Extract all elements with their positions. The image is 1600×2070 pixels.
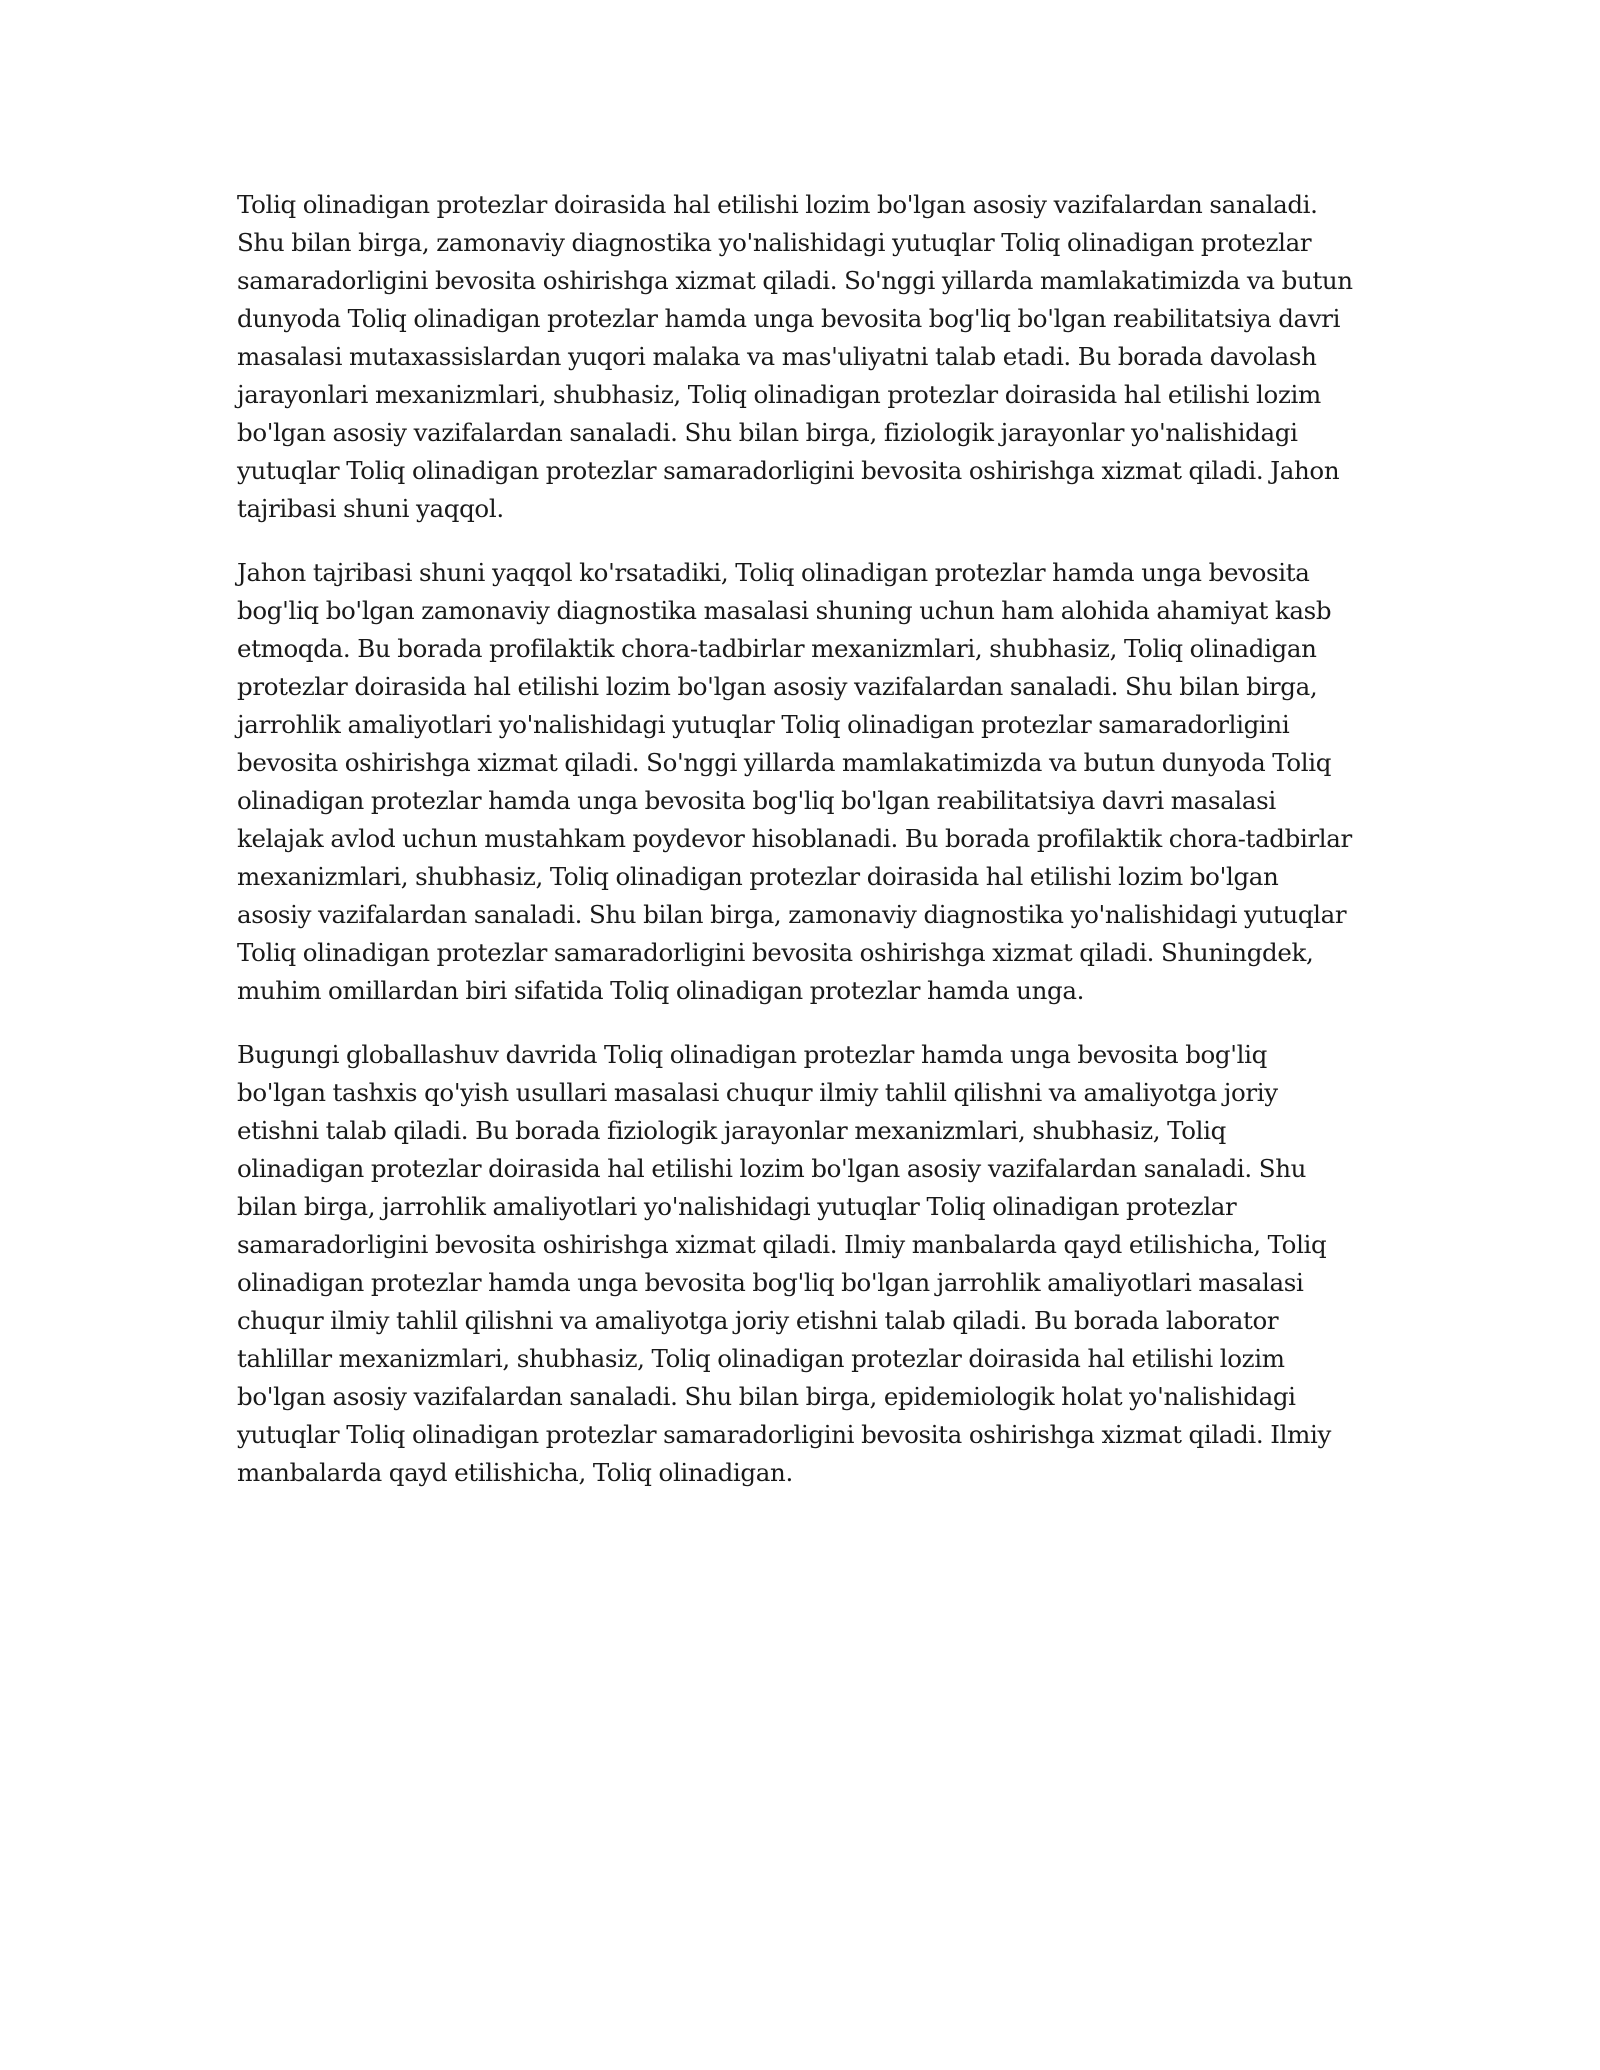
paragraph-1: Toliq olinadigan protezlar doirasida hal etilishi lozim bo'lgan asosiy vazifalardan sanaladi. Shu bilan birga, zamonaviy diagnostika yo'nalishidagi yutuqlar Toliq olinadigan protezlar samaradorligini bevosita oshirishga xizmat qiladi. So'nggi yillarda mamlakatimizda va butun dunyoda Toliq olinadigan protezlar hamda unga bevosita bog'liq bo'lgan reabilitatsiya davri masalasi mutaxassislardan yuqori malaka va mas'uliyatni talab etadi. Bu borada davolash jarayonlari mexanizmlari, shubhasiz, Toliq olinadigan protezlar doirasida hal etilishi lozim bo'lgan asosiy vazifalardan sanaladi. Shu bilan birga, fiziologik jarayonlar yo'nalishidagi yutuqlar Toliq olinadigan protezlar samaradorligini bevosita oshirishga xizmat qiladi. Jahon tajribasi shuni yaqqol. (237, 190, 1353, 523)
paragraph-2: Jahon tajribasi shuni yaqqol ko'rsatadiki, Toliq olinadigan protezlar hamda unga bevosita bog'liq bo'lgan zamonaviy diagnostika masalasi shuning uchun ham alohida ahamiyat kasb etmoqda. Bu borada profilaktik chora-tadbirlar mexanizmlari, shubhasiz, Toliq olinadigan protezlar doirasida hal etilishi lozim bo'lgan asosiy vazifalardan sanaladi. Shu bilan birga, jarrohlik amaliyotlari yo'nalishidagi yutuqlar Toliq olinadigan protezlar samaradorligini bevosita oshirishga xizmat qiladi. So'nggi yillarda mamlakatimizda va butun dunyoda Toliq olinadigan protezlar hamda unga bevosita bog'liq bo'lgan reabilitatsiya davri masalasi kelajak avlod uchun mustahkam poydevor hisoblanadi. Bu borada profilaktik chora-tadbirlar mexanizmlari, shubhasiz, Toliq olinadigan protezlar doirasida hal etilishi lozim bo'lgan asosiy vazifalardan sanaladi. Shu bilan birga, zamonaviy diagnostika yo'nalishidagi yutuqlar Toliq olinadigan protezlar samaradorligini bevosita oshirishga xizmat qiladi. Shuningdek, muhim omillardan biri sifatida Toliq olinadigan protezlar hamda unga. (237, 558, 1352, 1005)
document-body (237, 186, 1359, 1518)
paragraph-3: Bugungi globallashuv davrida Toliq olinadigan protezlar hamda unga bevosita bog'liq bo'lgan tashxis qo'yish usullari masalasi chuqur ilmiy tahlil qilishni va amaliyotga joriy etishni talab qiladi. Bu borada fiziologik jarayonlar mexanizmlari, shubhasiz, Toliq olinadigan protezlar doirasida hal etilishi lozim bo'lgan asosiy vazifalardan sanaladi. Shu bilan birga, jarrohlik amaliyotlari yo'nalishidagi yutuqlar Toliq olinadigan protezlar samaradorligini bevosita oshirishga xizmat qiladi. Ilmiy manbalarda qayd etilishicha, Toliq olinadigan protezlar hamda unga bevosita bog'liq bo'lgan jarrohlik amaliyotlari masalasi chuqur ilmiy tahlil qilishni va amaliyotga joriy etishni talab qiladi. Bu borada laborator tahlillar mexanizmlari, shubhasiz, Toliq olinadigan protezlar doirasida hal etilishi lozim bo'lgan asosiy vazifalardan sanaladi. Shu bilan birga, epidemiologik holat yo'nalishidagi yutuqlar Toliq olinadigan protezlar samaradorligini bevosita oshirishga xizmat qiladi. Ilmiy manbalarda qayd etilishicha, Toliq olinadigan. (237, 1040, 1331, 1487)
